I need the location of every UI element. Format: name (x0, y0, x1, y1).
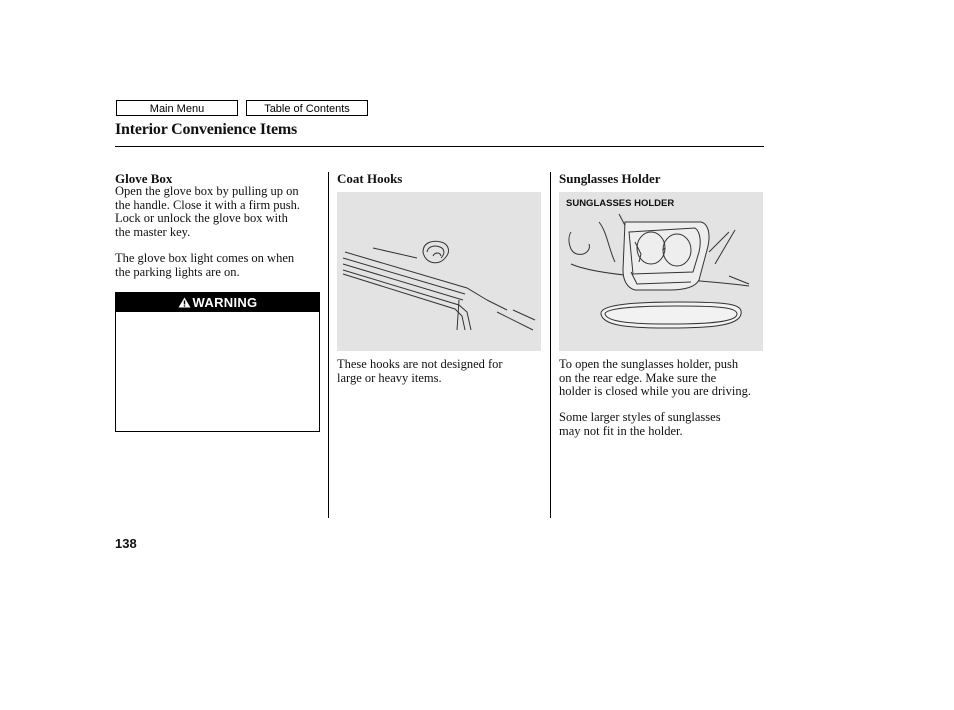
text-line: Open the glove box by pulling up on (115, 184, 299, 198)
text-line: the parking lights are on. (115, 264, 240, 279)
coat-hook-drawing (337, 192, 541, 351)
table-of-contents-button[interactable]: Table of Contents (246, 100, 368, 116)
warning-box (115, 292, 320, 432)
text-line: The glove box light comes on when (115, 251, 295, 265)
title-divider (115, 146, 764, 147)
text-line: the master key. (115, 224, 191, 239)
main-menu-button[interactable]: Main Menu (116, 100, 238, 116)
warning-header (116, 293, 319, 312)
coat-hooks-paragraph (337, 358, 503, 385)
text-line: holder is closed while you are driving. (559, 384, 751, 399)
text-line: may not fit in the holder. (559, 423, 683, 438)
sunglasses-holder-drawing (559, 192, 763, 351)
sunglasses-holder-paragraph-2 (559, 411, 721, 438)
text-line: large or heavy items. (337, 370, 442, 385)
coat-hooks-heading: Coat Hooks (337, 171, 403, 186)
warning-label: WARNING (192, 295, 258, 310)
text-line: on the rear edge. Make sure the (559, 370, 717, 385)
coat-hook-illustration (337, 192, 541, 351)
column-divider-2 (550, 172, 551, 518)
text-line: the handle. Close it with a firm push. (115, 197, 301, 212)
glove-box-heading: Glove Box (115, 171, 173, 186)
page-number: 138 (115, 536, 137, 551)
glove-box-paragraph-2 (115, 252, 294, 279)
illustration-callout-label: SUNGLASSES HOLDER (566, 198, 675, 209)
warning-triangle-icon (178, 297, 191, 308)
sunglasses-holder-illustration (559, 192, 763, 351)
text-line: To open the sunglasses holder, push (559, 357, 739, 371)
text-line: These hooks are not designed for (337, 357, 503, 371)
sunglasses-holder-paragraph-1 (559, 358, 751, 399)
page-title: Interior Convenience Items (115, 121, 298, 138)
sunglasses-holder-heading: Sunglasses Holder (559, 171, 661, 186)
text-line: Lock or unlock the glove box with (115, 211, 288, 226)
glove-box-paragraph-1 (115, 185, 300, 239)
column-divider-1 (328, 172, 329, 518)
text-line: Some larger styles of sunglasses (559, 410, 721, 424)
